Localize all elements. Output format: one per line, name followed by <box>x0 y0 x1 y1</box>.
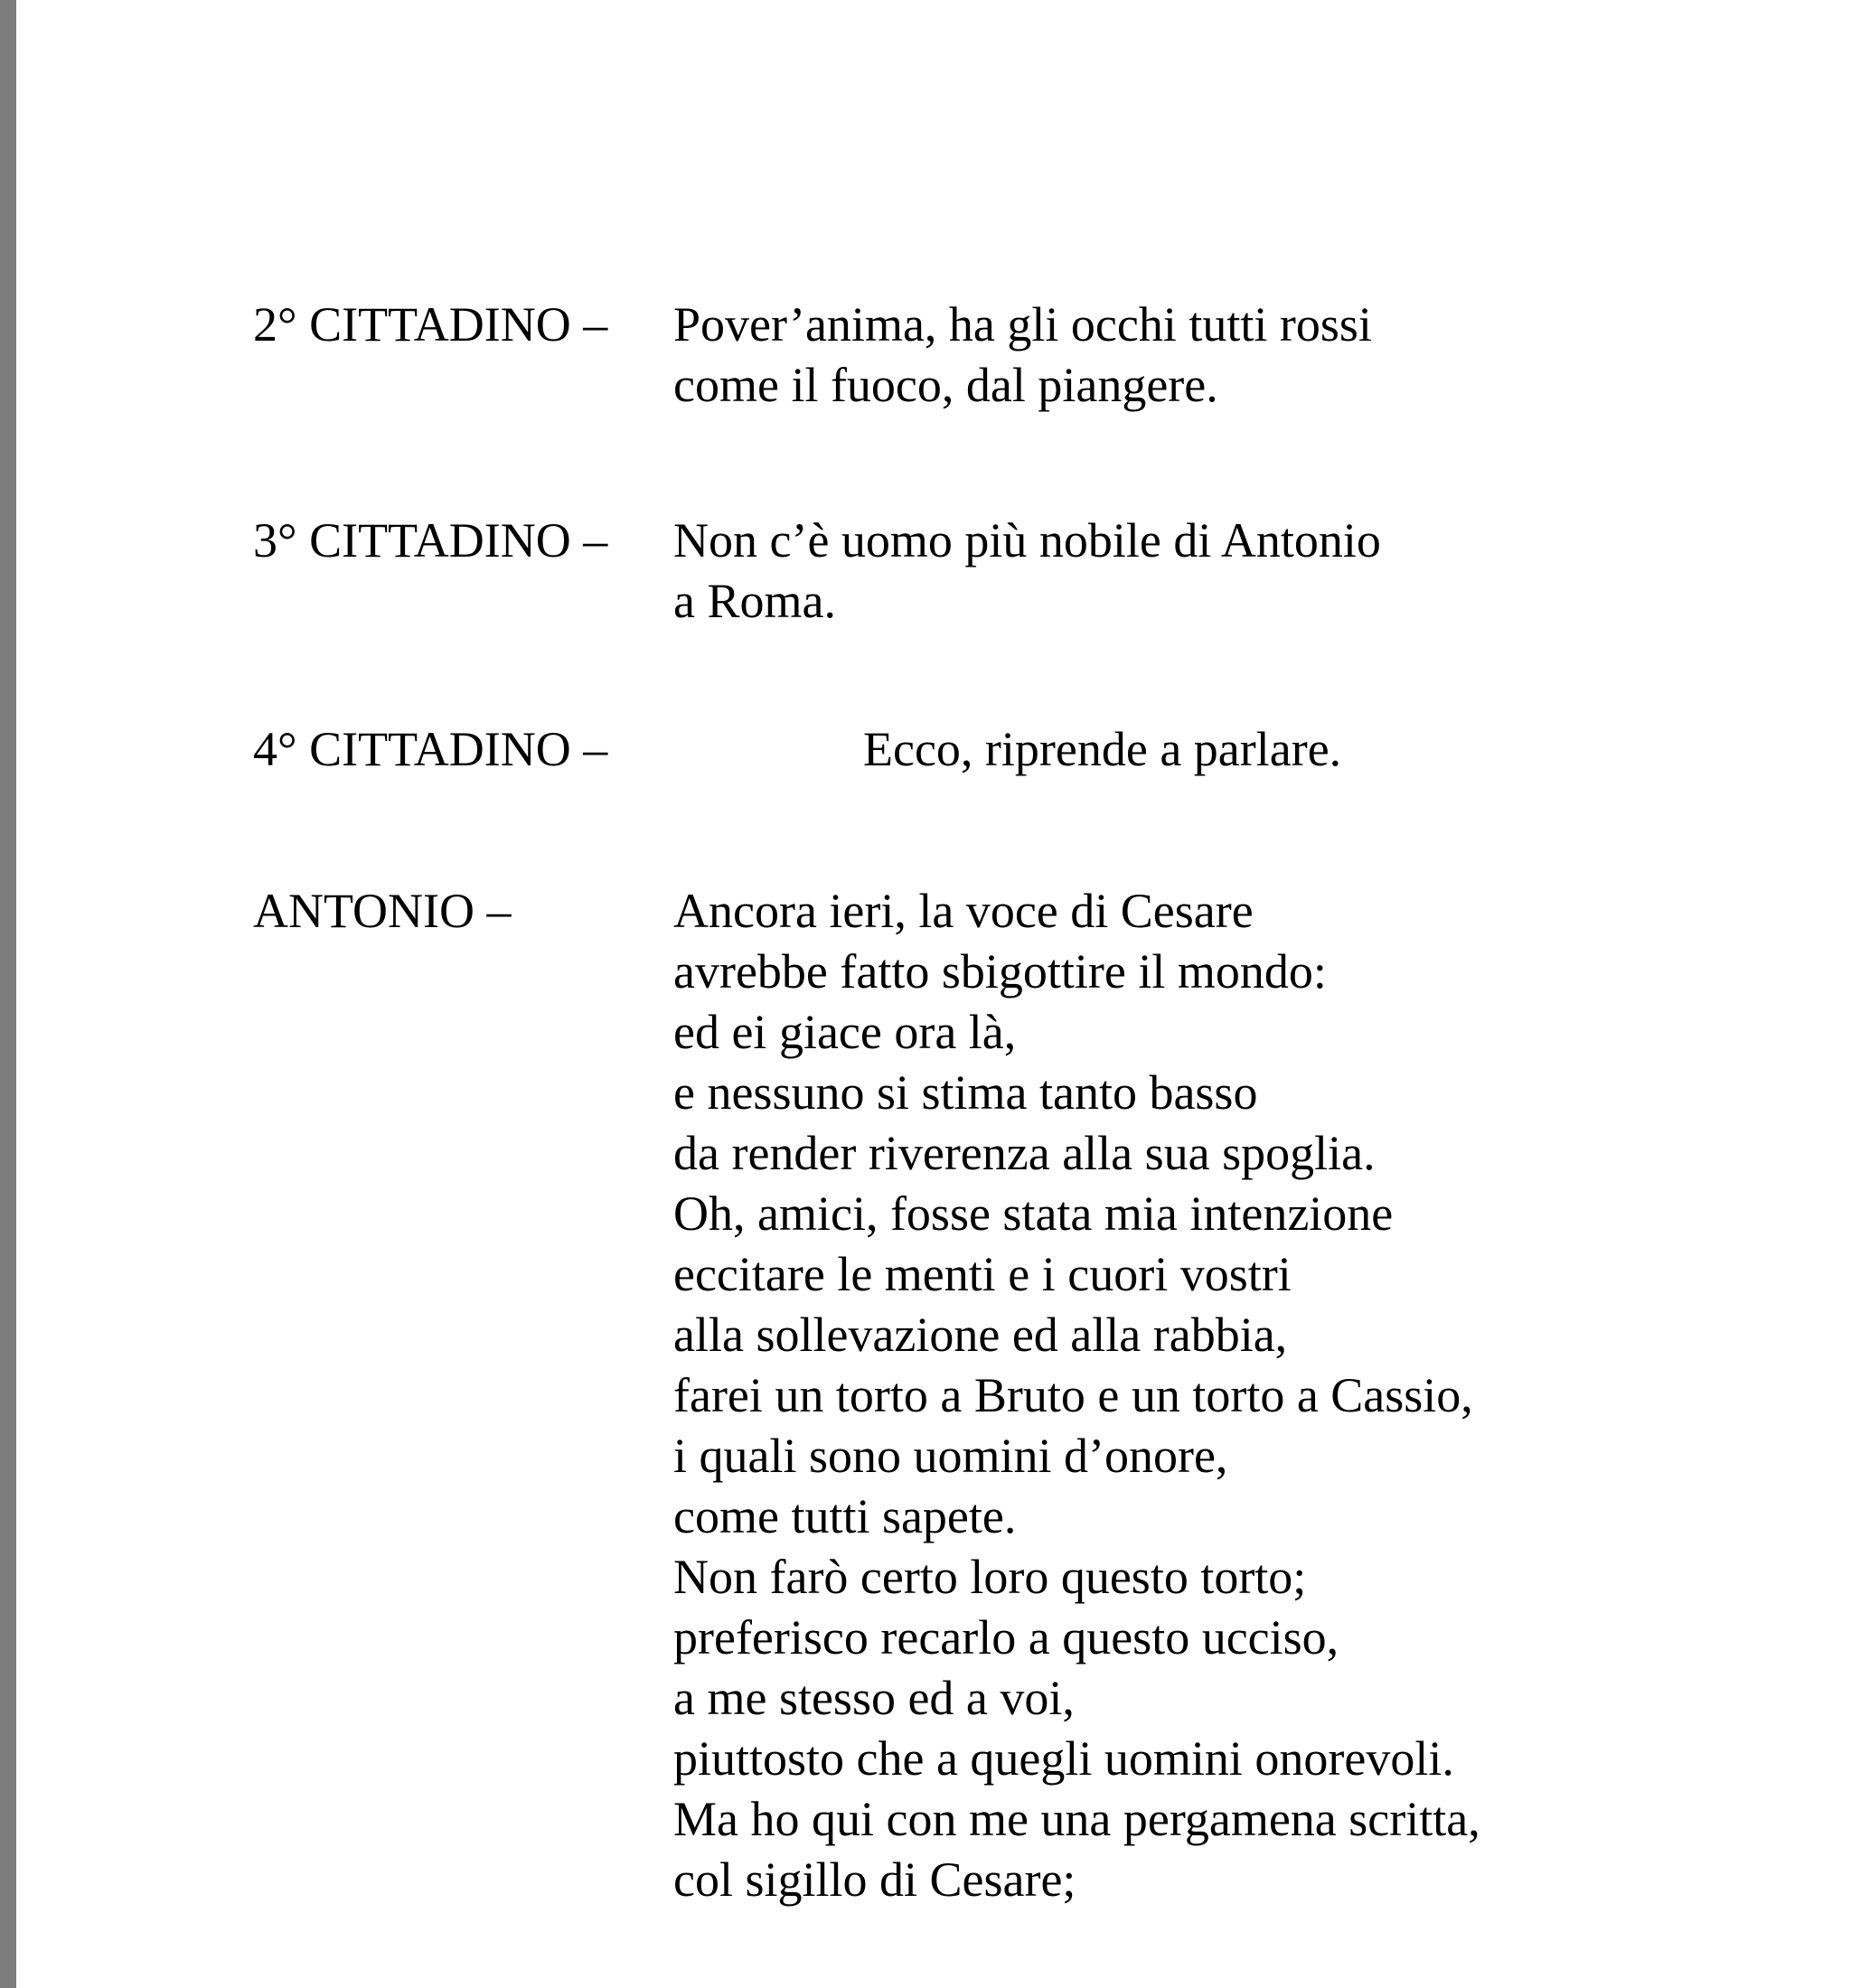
dialogue-line: eccitare le menti e i cuori vostri <box>673 1247 1292 1301</box>
dialogue-line: Ma ho qui con me una pergamena scritta, <box>673 1792 1480 1846</box>
dialogue-line: col sigillo di Cesare; <box>673 1852 1076 1907</box>
dialogue-line: e nessuno si stima tanto basso <box>673 1065 1258 1120</box>
dialogue <box>673 295 1808 416</box>
dialogue-line: i quali sono uomini d’onore, <box>673 1429 1228 1483</box>
speaker-name: 2° CITTADINO – <box>253 297 608 352</box>
dialogue-line: farei un torto a Bruto e un torto a Cassio, <box>673 1368 1473 1422</box>
left-edge-bar <box>0 0 16 1988</box>
speaker-name: ANTONIO – <box>253 884 512 938</box>
dialogue-line: Non c’è uomo più nobile di Antonio <box>673 513 1381 567</box>
speech-block <box>253 881 1808 1910</box>
dialogue-line: a me stesso ed a voi, <box>673 1671 1075 1725</box>
dialogue-line: come il fuoco, dal piangere. <box>673 358 1218 412</box>
dialogue-line: avrebbe fatto sbigottire il mondo: <box>673 944 1327 999</box>
page-surface <box>16 0 1851 1988</box>
speaker-name: 3° CITTADINO – <box>253 513 608 567</box>
dialogue <box>673 719 1808 780</box>
dialogue-line: piuttosto che a quegli uomini onorevoli. <box>673 1731 1454 1786</box>
speaker-name: 4° CITTADINO – <box>253 722 608 776</box>
dialogue <box>673 511 1808 632</box>
speech-block <box>253 511 1808 632</box>
dialogue-line: Oh, amici, fosse stata mia intenzione <box>673 1186 1394 1241</box>
dialogue-line: da render riverenza alla sua spoglia. <box>673 1126 1376 1180</box>
dialogue-line: a Roma. <box>673 574 836 628</box>
dialogue-line: preferisco recarlo a questo ucciso, <box>673 1610 1339 1664</box>
dialogue-line: Ancora ieri, la voce di Cesare <box>673 884 1254 938</box>
script-text-area <box>253 295 1808 1910</box>
dialogue-line: Ecco, riprende a parlare. <box>863 722 1342 776</box>
dialogue <box>673 881 1808 1910</box>
dialogue-line: Non farò certo loro questo torto; <box>673 1550 1307 1604</box>
speech-block <box>253 295 1808 416</box>
dialogue-line: ed ei giace ora là, <box>673 1005 1017 1059</box>
speech-block <box>253 719 1808 780</box>
dialogue-line: alla sollevazione ed alla rabbia, <box>673 1308 1288 1362</box>
dialogue-line: come tutti sapete. <box>673 1489 1017 1543</box>
dialogue-line: Pover’anima, ha gli occhi tutti rossi <box>673 297 1372 352</box>
